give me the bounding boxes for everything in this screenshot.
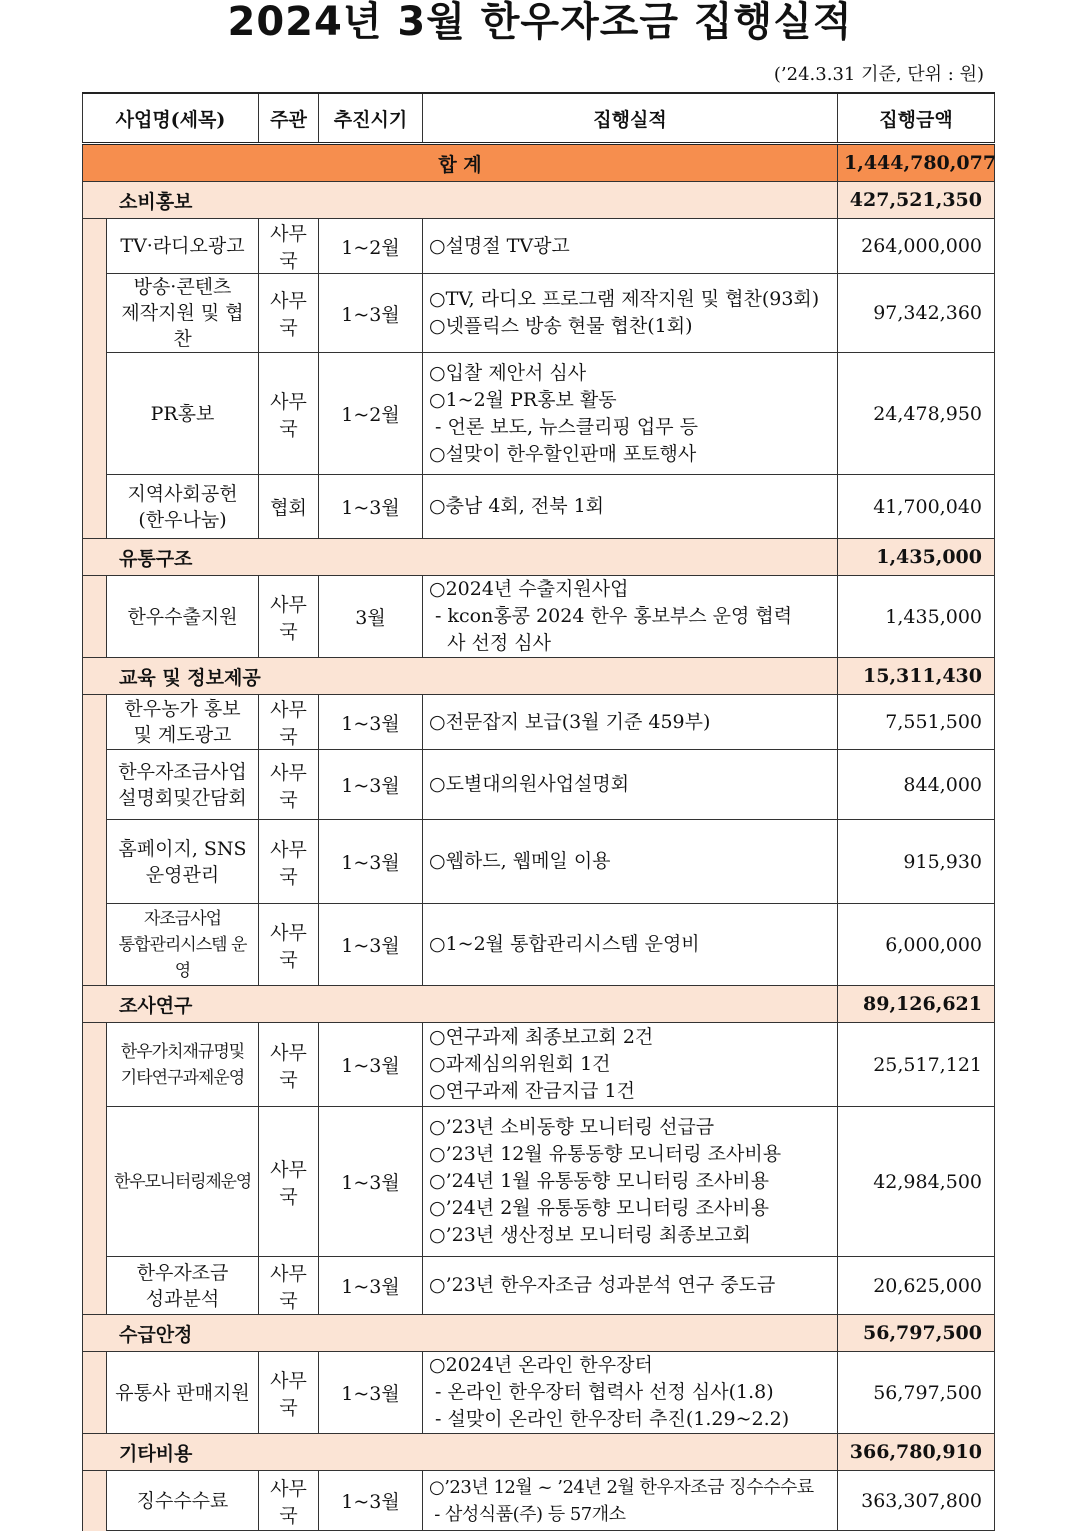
item-amount: 363,307,800 xyxy=(838,1471,995,1531)
item-period: 1~3월 xyxy=(319,274,423,353)
item-detail: ○’23년 한우자조금 성과분석 연구 중도금 xyxy=(423,1257,838,1315)
item-org: 사무국 xyxy=(259,353,319,475)
header-org: 주관 xyxy=(259,93,319,144)
item-org: 사무국 xyxy=(259,820,319,904)
section-name: 교육 및 정보제공 xyxy=(83,658,838,695)
section-amount: 56,797,500 xyxy=(838,1315,995,1352)
item-amount: 56,797,500 xyxy=(838,1352,995,1434)
item-detail: ○연구과제 최종보고회 2건 ○과제심의위원회 1건 ○연구과제 잔금지급 1건 xyxy=(423,1023,838,1107)
table-row xyxy=(83,353,995,475)
item-detail: ○2024년 온라인 한우장터 - 온라인 한우장터 협력사 선정 심사(1.8) - 설맞이 온라인 한우장터 추진(1.29~2.2) xyxy=(423,1352,838,1434)
item-detail: ○2024년 수출지원사업 - kcon홍콩 2024 한우 홍보부스 운영 협력 사 선정 심사 xyxy=(423,576,838,658)
item-detail: ○’23년 12월 ~ ’24년 2월 한우자조금 징수수수료 - 삼성식품(주) 등 57개소 xyxy=(423,1471,838,1531)
item-name: 한우농가 홍보 및 계도광고 xyxy=(107,695,259,750)
item-period: 1~3월 xyxy=(319,904,423,986)
item-name: PR홍보 xyxy=(107,353,259,475)
item-period: 1~3월 xyxy=(319,820,423,904)
item-name: 홈페이지, SNS 운영관리 xyxy=(107,820,259,904)
item-org: 사무국 xyxy=(259,904,319,986)
table-row xyxy=(83,750,995,820)
item-amount: 41,700,040 xyxy=(838,475,995,539)
item-detail: ○TV, 라디오 프로그램 제작지원 및 협찬(93회) ○넷플릭스 방송 현물 협찬(1회) xyxy=(423,274,838,353)
item-amount: 42,984,500 xyxy=(838,1107,995,1257)
item-org: 사무국 xyxy=(259,1257,319,1315)
section-row xyxy=(83,658,995,695)
total-amount: 1,444,780,077 xyxy=(838,144,995,182)
item-org: 사무국 xyxy=(259,219,319,274)
section-row xyxy=(83,986,995,1023)
item-name: 한우수출지원 xyxy=(107,576,259,658)
item-detail: ○충남 4회, 전북 1회 xyxy=(423,475,838,539)
table-row xyxy=(83,904,995,986)
item-name: 징수수수료 xyxy=(107,1471,259,1531)
item-name: 유통사 판매지원 xyxy=(107,1352,259,1434)
item-name: 한우가치재규명및 기타연구과제운영 xyxy=(107,1023,259,1107)
total-row xyxy=(83,144,995,182)
item-amount: 97,342,360 xyxy=(838,274,995,353)
section-gutter xyxy=(83,1023,107,1315)
section-gutter xyxy=(83,695,107,986)
item-amount: 6,000,000 xyxy=(838,904,995,986)
item-detail: ○입찰 제안서 심사 ○1~2월 PR홍보 활동 - 언론 보도, 뉴스클리핑 업무 등 ○설맞이 한우할인판매 포토행사 xyxy=(423,353,838,475)
item-detail: ○1~2월 통합관리시스템 운영비 xyxy=(423,904,838,986)
item-period: 1~2월 xyxy=(319,353,423,475)
item-period: 1~2월 xyxy=(319,219,423,274)
section-name: 소비홍보 xyxy=(83,182,838,219)
table-row xyxy=(83,1107,995,1257)
item-amount: 1,435,000 xyxy=(838,576,995,658)
execution-table xyxy=(82,92,995,1531)
section-amount: 1,435,000 xyxy=(838,539,995,576)
table-row xyxy=(83,820,995,904)
item-amount: 20,625,000 xyxy=(838,1257,995,1315)
header-name: 사업명(세목) xyxy=(83,93,259,144)
table-row xyxy=(83,576,995,658)
section-amount: 15,311,430 xyxy=(838,658,995,695)
item-org: 사무국 xyxy=(259,576,319,658)
item-org: 사무국 xyxy=(259,274,319,353)
table-row xyxy=(83,1257,995,1315)
item-org: 사무국 xyxy=(259,695,319,750)
item-period: 1~3월 xyxy=(319,1352,423,1434)
item-name: 자조금사업 통합관리시스템 운영 xyxy=(107,904,259,986)
header-row xyxy=(83,93,995,144)
table-row xyxy=(83,475,995,539)
item-name: TV·라디오광고 xyxy=(107,219,259,274)
unit-note: (’24.3.31 기준, 단위 : 원) xyxy=(773,64,984,85)
section-amount: 427,521,350 xyxy=(838,182,995,219)
item-detail: ○웹하드, 웹메일 이용 xyxy=(423,820,838,904)
item-org: 사무국 xyxy=(259,1023,319,1107)
item-name: 한우모니터링제운영 xyxy=(107,1107,259,1257)
item-name: 방송·콘텐츠 제작지원 및 협찬 xyxy=(107,274,259,353)
item-period: 1~3월 xyxy=(319,1257,423,1315)
header-detail: 집행실적 xyxy=(423,93,838,144)
section-name: 조사연구 xyxy=(83,986,838,1023)
section-row xyxy=(83,539,995,576)
item-period: 1~3월 xyxy=(319,1107,423,1257)
item-name: 한우자조금사업 설명회및간담회 xyxy=(107,750,259,820)
item-org: 협회 xyxy=(259,475,319,539)
section-name: 기타비용 xyxy=(83,1434,838,1471)
item-period: 1~3월 xyxy=(319,695,423,750)
section-name: 수급안정 xyxy=(83,1315,838,1352)
item-amount: 915,930 xyxy=(838,820,995,904)
item-org: 사무국 xyxy=(259,750,319,820)
header-period: 추진시기 xyxy=(319,93,423,144)
table-row xyxy=(83,1023,995,1107)
item-name: 지역사회공헌 (한우나눔) xyxy=(107,475,259,539)
section-gutter xyxy=(83,1352,107,1434)
item-detail: ○설명절 TV광고 xyxy=(423,219,838,274)
header-amount: 집행금액 xyxy=(838,93,995,144)
item-name: 한우자조금 성과분석 xyxy=(107,1257,259,1315)
item-detail: ○’23년 소비동향 모니터링 선급금 ○’23년 12월 유통동향 모니터링 조사비용 ○’24년 1월 유통동향 모니터링 조사비용 ○’24년 2월 유통동향 모니터링 조사비용 ○’23년 생산정보 모니터링 최종보고회 xyxy=(423,1107,838,1257)
section-gutter xyxy=(83,576,107,658)
section-row xyxy=(83,1315,995,1352)
section-row xyxy=(83,182,995,219)
item-amount: 24,478,950 xyxy=(838,353,995,475)
section-gutter xyxy=(83,219,107,539)
section-name: 유통구조 xyxy=(83,539,838,576)
item-period: 1~3월 xyxy=(319,750,423,820)
item-org: 사무국 xyxy=(259,1471,319,1531)
item-org: 사무국 xyxy=(259,1107,319,1257)
section-row xyxy=(83,1434,995,1471)
item-org: 사무국 xyxy=(259,1352,319,1434)
section-amount: 366,780,910 xyxy=(838,1434,995,1471)
item-period: 1~3월 xyxy=(319,1023,423,1107)
item-amount: 25,517,121 xyxy=(838,1023,995,1107)
section-amount: 89,126,621 xyxy=(838,986,995,1023)
item-period: 3월 xyxy=(319,576,423,658)
item-detail: ○전문잡지 보급(3월 기준 459부) xyxy=(423,695,838,750)
item-period: 1~3월 xyxy=(319,1471,423,1531)
item-amount: 844,000 xyxy=(838,750,995,820)
table-row xyxy=(83,1352,995,1434)
total-label: 합 계 xyxy=(83,144,838,182)
item-amount: 264,000,000 xyxy=(838,219,995,274)
table-row xyxy=(83,695,995,750)
page-title: 2024년 3월 한우자조금 집행실적 xyxy=(227,0,853,45)
table-row xyxy=(83,274,995,353)
table-row xyxy=(83,219,995,274)
item-period: 1~3월 xyxy=(319,475,423,539)
item-detail: ○도별대의원사업설명회 xyxy=(423,750,838,820)
item-amount: 7,551,500 xyxy=(838,695,995,750)
